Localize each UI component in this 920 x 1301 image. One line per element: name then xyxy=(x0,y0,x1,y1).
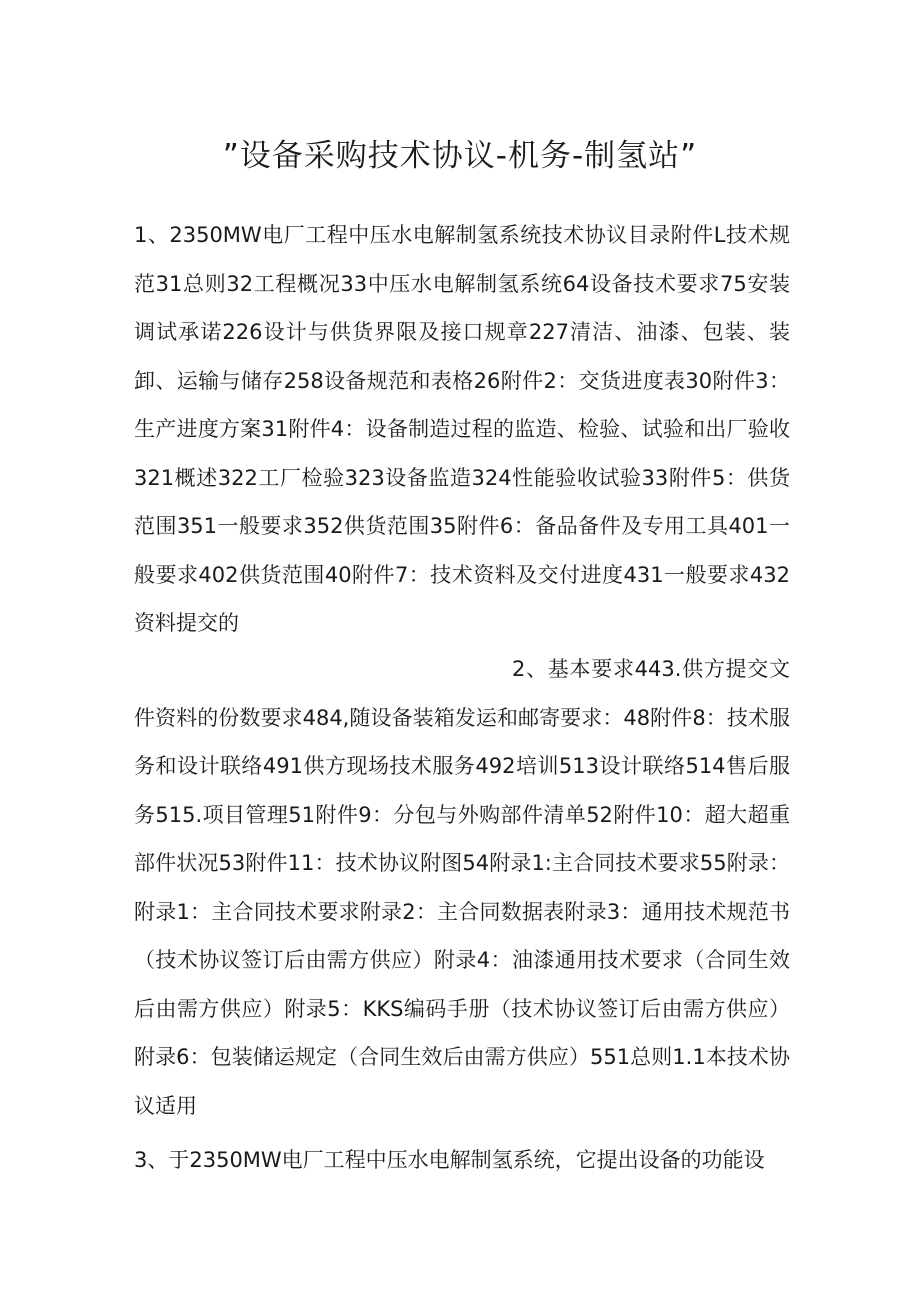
paragraph-2: 2、基本要求443.供方提交文件资料的份数要求484,随设备装箱发运和邮寄要求：48附件8：技术服务和设计联络491供方现场技术服务492培训513设计联络514售后服务515.项目管理51附件9：分包与外购部件清单52附件10：超大超重部件状况53附件11：技术协议附图54附录1:主合同技术要求55附录：附录1：主合同技术要求附录2：主合同数据表附录3：通用技术规范书（技术协议签订后由需方供应）附录4：油漆通用技术要求（合同生效后由需方供应）附录5：KKS编码手册（技术协议签订后由需方供应）附录6：包装储运规定（合同生效后由需方供应）551总则1.1本技术协议适用 xyxy=(134,657,790,1118)
paragraph-1: 1、2350MW电厂工程中压水电解制氢系统技术协议目录附件L技术规范31总则32工程概况33中压水电解制氢系统64设备技术要求75安装调试承诺226设计与供货界限及接口规章227清洁、油漆、包装、装卸、运输与储存258设备规范和表格26附件2：交货进度表30附件3：生产进度方案31附件4：设备制造过程的监造、检验、试验和出厂验收321概述322工厂检验323设备监造324性能验收试验33附件5：供货范围351一般要求352供货范围35附件6：备品备件及专用工具401一般要求402供货范围40附件7：技术资料及交付进度431一般要求432资料提交的 xyxy=(134,223,790,635)
paragraph-3: 3、于2350MW电厂工程中压水电解制氢系统，它提出设备的功能设 xyxy=(134,1148,765,1172)
document-title: ”设备采购技术协议-机务-制氢站” xyxy=(222,138,698,174)
